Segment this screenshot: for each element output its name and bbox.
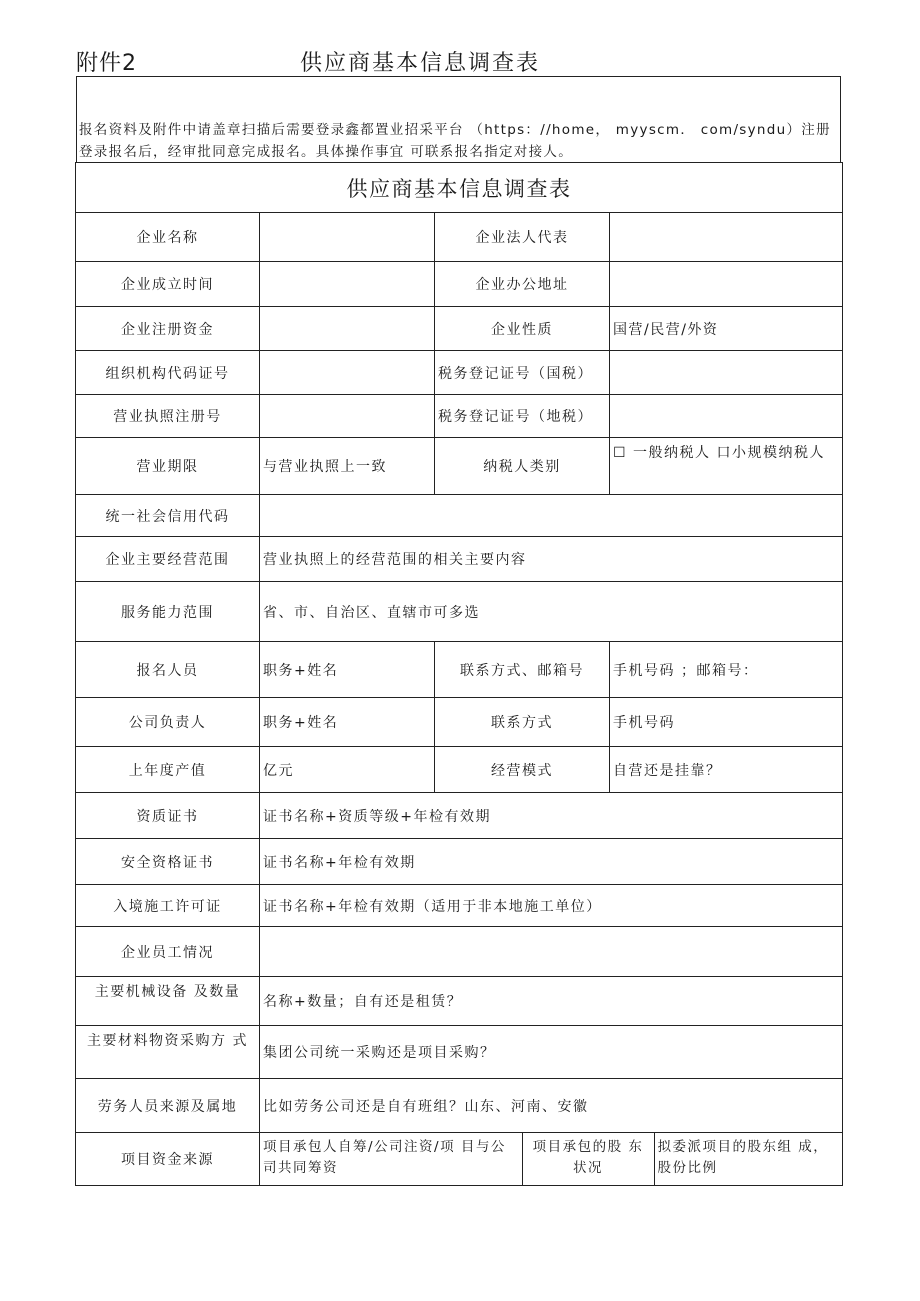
staff-label: 企业员工情况 [76, 927, 260, 977]
mode-label: 经营模式 [435, 747, 610, 793]
credit-code-field[interactable] [260, 495, 843, 537]
page-title: 供应商基本信息调查表 [300, 51, 541, 76]
license-no-label: 营业执照注册号 [76, 395, 260, 438]
supplier-info-form [75, 162, 843, 1186]
service-area-label: 服务能力范围 [76, 582, 260, 642]
funding-subtable [260, 1133, 842, 1185]
tax-local-field[interactable] [610, 395, 843, 438]
nature-label: 企业性质 [435, 307, 610, 351]
equipment-field[interactable]: 名称+数量；自有还是租赁？ [260, 977, 843, 1026]
org-code-label: 组织机构代码证号 [76, 351, 260, 395]
credit-code-label: 统一社会信用代码 [76, 495, 260, 537]
tax-national-label: 税务登记证号（国税） [435, 351, 610, 395]
term-label: 营业期限 [76, 438, 260, 495]
equipment-label: 主要机械设备 及数量 [76, 977, 260, 1026]
reg-capital-field[interactable] [260, 307, 435, 351]
nature-field[interactable]: 国营/民营/外资 [610, 307, 843, 351]
safety-label: 安全资格证书 [76, 839, 260, 885]
head-contact-field[interactable]: 手机号码 [610, 698, 843, 747]
company-name-field[interactable] [260, 213, 435, 262]
labor-label: 劳务人员来源及属地 [76, 1079, 260, 1133]
tax-local-label: 税务登记证号（地税） [435, 395, 610, 438]
funding-label: 项目资金来源 [76, 1133, 260, 1186]
applicant-label: 报名人员 [76, 642, 260, 698]
entry-permit-label: 入境施工许可证 [76, 885, 260, 927]
service-area-field[interactable]: 省、市、自治区、直辖市可多选 [260, 582, 843, 642]
qualification-field[interactable]: 证书名称+资质等级+年检有效期 [260, 793, 843, 839]
funding-field[interactable]: 项目承包人自筹/公司注资/项 目与公司共同筹资 [260, 1133, 522, 1185]
taxpayer-type-options[interactable]: ☐ 一般纳税人 口小规模纳税人 [610, 438, 843, 495]
shareholders-label: 项目承包的股 东状况 [522, 1133, 654, 1185]
applicant-contact-label: 联系方式、邮箱号 [435, 642, 610, 698]
scope-field[interactable]: 营业执照上的经营范围的相关主要内容 [260, 537, 843, 582]
table-title: 供应商基本信息调查表 [76, 163, 843, 213]
funding-row-cell [260, 1133, 843, 1186]
attachment-label: 附件2 [76, 51, 137, 76]
office-address-field[interactable] [610, 262, 843, 307]
head-label: 公司负责人 [76, 698, 260, 747]
labor-field[interactable]: 比如劳务公司还是自有班组？山东、河南、安徽 [260, 1079, 843, 1133]
company-name-label: 企业名称 [76, 213, 260, 262]
note-box [76, 76, 841, 162]
staff-field[interactable] [260, 927, 843, 977]
output-field[interactable]: 亿元 [260, 747, 435, 793]
term-field[interactable]: 与营业执照上一致 [260, 438, 435, 495]
entry-permit-field[interactable]: 证书名称+年检有效期（适用于非本地施工单位） [260, 885, 843, 927]
legal-rep-label: 企业法人代表 [435, 213, 610, 262]
office-address-label: 企业办公地址 [435, 262, 610, 307]
tax-national-field[interactable] [610, 351, 843, 395]
applicant-field[interactable]: 职务+姓名 [260, 642, 435, 698]
safety-field[interactable]: 证书名称+年检有效期 [260, 839, 843, 885]
org-code-field[interactable] [260, 351, 435, 395]
reg-capital-label: 企业注册资金 [76, 307, 260, 351]
founded-label: 企业成立时间 [76, 262, 260, 307]
registration-note: 报名资料及附件中请盖章扫描后需要登录鑫都置业招采平台 （https：//home， myyscm． com/syndu）注册登录报名后，经审批同意完成报名。具体操作事宜 可联系报名指定对接人。 [79, 122, 831, 160]
output-label: 上年度产值 [76, 747, 260, 793]
scope-label: 企业主要经营范围 [76, 537, 260, 582]
founded-field[interactable] [260, 262, 435, 307]
applicant-contact-field[interactable]: 手机号码 ；邮箱号： [610, 642, 843, 698]
qualification-label: 资质证书 [76, 793, 260, 839]
legal-rep-field[interactable] [610, 213, 843, 262]
mode-field[interactable]: 自营还是挂靠？ [610, 747, 843, 793]
head-field[interactable]: 职务+姓名 [260, 698, 435, 747]
taxpayer-type-label: 纳税人类别 [435, 438, 610, 495]
procurement-field[interactable]: 集团公司统一采购还是项目采购？ [260, 1026, 843, 1079]
head-contact-label: 联系方式 [435, 698, 610, 747]
procurement-label: 主要材料物资采购方 式 [76, 1026, 260, 1079]
shareholders-field[interactable]: 拟委派项目的股东组 成，股份比例 [657, 1139, 829, 1176]
license-no-field[interactable] [260, 395, 435, 438]
